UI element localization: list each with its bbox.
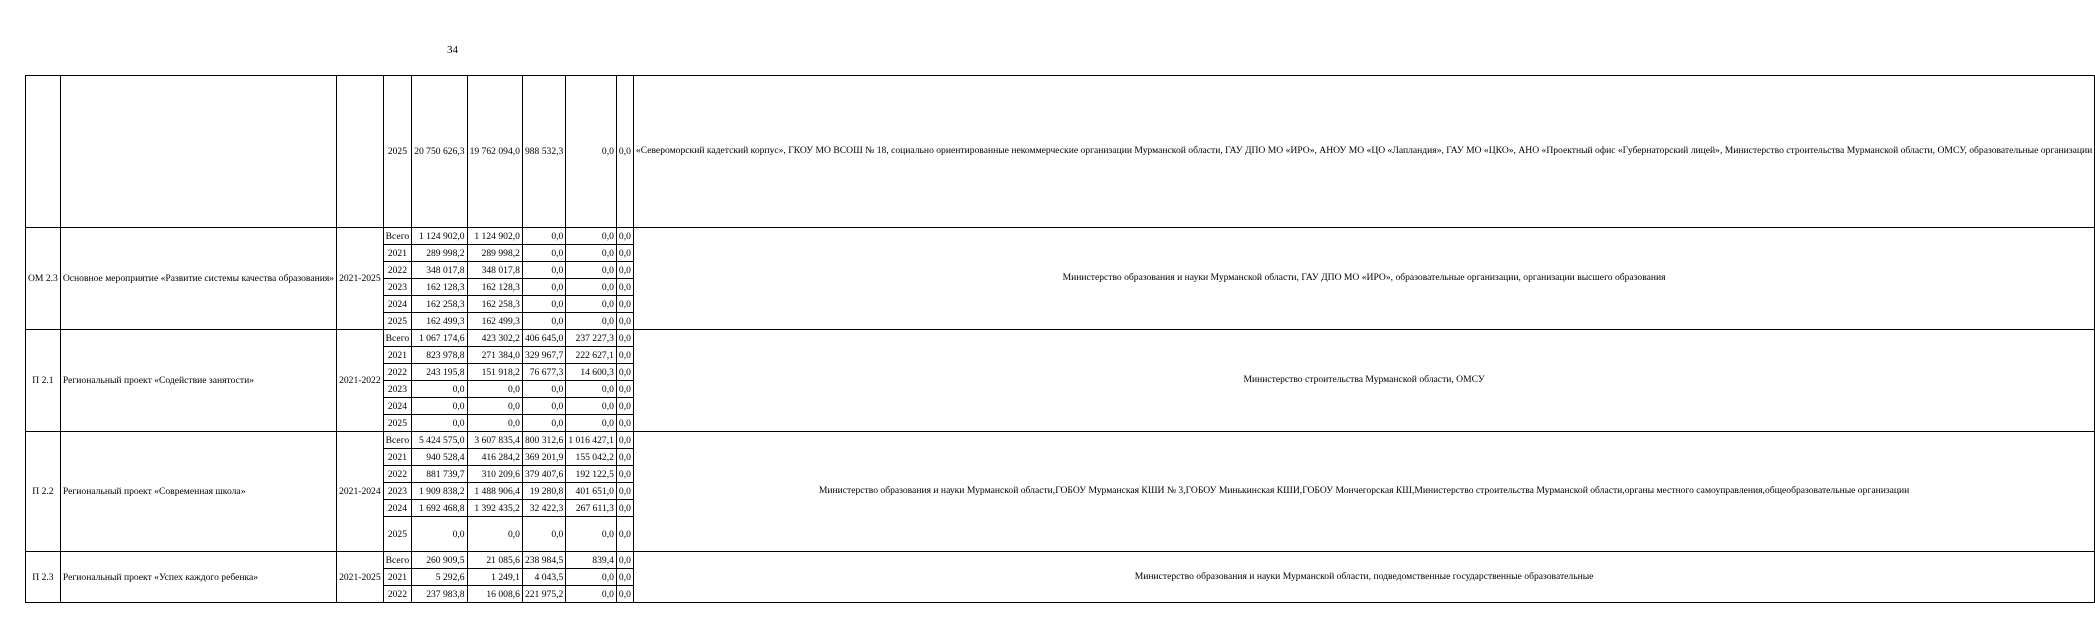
federal-budget-cell: 329 967,7 xyxy=(522,347,565,364)
measure-code: ОМ 2.3 xyxy=(26,228,61,330)
table-row xyxy=(26,76,2095,228)
year-cell: Всего xyxy=(383,552,412,569)
other-sources-cell: 0,0 xyxy=(616,228,633,245)
executor-cell: Министерство строительства Мурманской области, ОМСУ xyxy=(633,330,2094,432)
year-cell: 2022 xyxy=(383,466,412,483)
year-cell: 2025 xyxy=(383,313,412,330)
federal-budget-cell: 4 043,5 xyxy=(522,569,565,586)
total-cell: 162 499,3 xyxy=(412,313,467,330)
executor-cell: Министерство образования и науки Мурманской области, подведомственные государственные образовательные xyxy=(633,552,2094,603)
other-sources-cell: 0,0 xyxy=(616,313,633,330)
federal-budget-cell: 0,0 xyxy=(522,415,565,432)
local-budget-cell: 0,0 xyxy=(566,76,617,228)
table-body xyxy=(26,76,2095,603)
total-cell: 0,0 xyxy=(412,381,467,398)
regional-budget-cell: 348 017,8 xyxy=(467,262,522,279)
total-cell: 0,0 xyxy=(412,517,467,552)
other-sources-cell: 0,0 xyxy=(616,432,633,449)
total-cell: 5 292,6 xyxy=(412,569,467,586)
federal-budget-cell: 406 645,0 xyxy=(522,330,565,347)
regional-budget-cell: 423 302,2 xyxy=(467,330,522,347)
executor-cell: Министерство образования и науки Мурманской области,ГОБОУ Мурманская КШИ № 3,ГОБОУ Минькинская КШИ,ГОБОУ Мончегорская КШ,Министерство строительства Мурманской области,органы местного самоуправления,общеобразовательные организации xyxy=(633,432,2094,552)
regional-budget-cell: 151 918,2 xyxy=(467,364,522,381)
federal-budget-cell: 221 975,2 xyxy=(522,586,565,603)
year-cell: 2023 xyxy=(383,279,412,296)
local-budget-cell: 0,0 xyxy=(566,569,617,586)
local-budget-cell: 222 627,1 xyxy=(566,347,617,364)
federal-budget-cell: 800 312,6 xyxy=(522,432,565,449)
other-sources-cell: 0,0 xyxy=(616,500,633,517)
local-budget-cell: 237 227,3 xyxy=(566,330,617,347)
year-cell: Всего xyxy=(383,432,412,449)
local-budget-cell: 1 016 427,1 xyxy=(566,432,617,449)
year-cell: 2021 xyxy=(383,347,412,364)
federal-budget-cell: 0,0 xyxy=(522,228,565,245)
federal-budget-cell: 32 422,3 xyxy=(522,500,565,517)
year-cell: Всего xyxy=(383,228,412,245)
other-sources-cell: 0,0 xyxy=(616,466,633,483)
measure-period: 2021-2025 xyxy=(337,552,384,603)
federal-budget-cell: 0,0 xyxy=(522,296,565,313)
regional-budget-cell: 1 392 435,2 xyxy=(467,500,522,517)
local-budget-cell: 0,0 xyxy=(566,279,617,296)
other-sources-cell: 0,0 xyxy=(616,262,633,279)
regional-budget-cell: 16 008,6 xyxy=(467,586,522,603)
local-budget-cell: 0,0 xyxy=(566,381,617,398)
federal-budget-cell: 379 407,6 xyxy=(522,466,565,483)
total-cell: 1 692 468,8 xyxy=(412,500,467,517)
local-budget-cell: 14 600,3 xyxy=(566,364,617,381)
regional-budget-cell: 1 488 906,4 xyxy=(467,483,522,500)
other-sources-cell: 0,0 xyxy=(616,483,633,500)
year-cell: 2021 xyxy=(383,449,412,466)
year-cell: 2022 xyxy=(383,586,412,603)
regional-budget-cell: 3 607 835,4 xyxy=(467,432,522,449)
table-row xyxy=(26,552,2095,569)
measure-period: 2021-2025 xyxy=(337,228,384,330)
regional-budget-cell: 162 128,3 xyxy=(467,279,522,296)
local-budget-cell: 0,0 xyxy=(566,415,617,432)
total-cell: 289 998,2 xyxy=(412,245,467,262)
measure-period: 2021-2022 xyxy=(337,330,384,432)
other-sources-cell: 0,0 xyxy=(616,347,633,364)
year-cell: 2021 xyxy=(383,245,412,262)
federal-budget-cell: 369 201,9 xyxy=(522,449,565,466)
regional-budget-cell: 310 209,6 xyxy=(467,466,522,483)
regional-budget-cell: 0,0 xyxy=(467,398,522,415)
total-cell: 348 017,8 xyxy=(412,262,467,279)
total-cell: 237 983,8 xyxy=(412,586,467,603)
total-cell: 0,0 xyxy=(412,415,467,432)
year-cell: 2025 xyxy=(383,415,412,432)
federal-budget-cell: 0,0 xyxy=(522,245,565,262)
other-sources-cell: 0,0 xyxy=(616,398,633,415)
total-cell: 881 739,7 xyxy=(412,466,467,483)
name-cell xyxy=(60,76,336,228)
measure-name: Региональный проект «Современная школа» xyxy=(60,432,336,552)
measure-name: Региональный проект «Содействие занятости» xyxy=(60,330,336,432)
regional-budget-cell: 416 284,2 xyxy=(467,449,522,466)
local-budget-cell: 0,0 xyxy=(566,296,617,313)
federal-budget-cell: 19 280,8 xyxy=(522,483,565,500)
year-cell: 2022 xyxy=(383,262,412,279)
year-cell: 2024 xyxy=(383,398,412,415)
total-cell: 5 424 575,0 xyxy=(412,432,467,449)
other-sources-cell: 0,0 xyxy=(616,449,633,466)
year-cell: 2023 xyxy=(383,483,412,500)
local-budget-cell: 155 042,2 xyxy=(566,449,617,466)
measure-period: 2021-2024 xyxy=(337,432,384,552)
other-sources-cell: 0,0 xyxy=(616,245,633,262)
year-cell: 2024 xyxy=(383,296,412,313)
total-cell: 823 978,8 xyxy=(412,347,467,364)
federal-budget-cell: 0,0 xyxy=(522,262,565,279)
measure-code: П 2.1 xyxy=(26,330,61,432)
regional-budget-cell: 162 499,3 xyxy=(467,313,522,330)
table-row xyxy=(26,228,2095,245)
regional-budget-cell: 0,0 xyxy=(467,381,522,398)
total-cell: 260 909,5 xyxy=(412,552,467,569)
local-budget-cell: 839,4 xyxy=(566,552,617,569)
budget-table xyxy=(25,75,2095,603)
local-budget-cell: 192 122,5 xyxy=(566,466,617,483)
other-sources-cell: 0,0 xyxy=(616,364,633,381)
year-cell: 2022 xyxy=(383,364,412,381)
other-sources-cell: 0,0 xyxy=(616,330,633,347)
federal-budget-cell: 988 532,3 xyxy=(522,76,565,228)
total-cell: 1 909 838,2 xyxy=(412,483,467,500)
other-sources-cell: 0,0 xyxy=(616,415,633,432)
year-cell: 2023 xyxy=(383,381,412,398)
regional-budget-cell: 289 998,2 xyxy=(467,245,522,262)
local-budget-cell: 0,0 xyxy=(566,262,617,279)
local-budget-cell: 0,0 xyxy=(566,398,617,415)
federal-budget-cell: 76 677,3 xyxy=(522,364,565,381)
total-cell: 243 195,8 xyxy=(412,364,467,381)
regional-budget-cell: 1 124 902,0 xyxy=(467,228,522,245)
federal-budget-cell: 0,0 xyxy=(522,313,565,330)
year-cell: 2025 xyxy=(383,76,412,228)
regional-budget-cell: 0,0 xyxy=(467,415,522,432)
total-cell: 162 258,3 xyxy=(412,296,467,313)
local-budget-cell: 0,0 xyxy=(566,245,617,262)
year-cell: 2024 xyxy=(383,500,412,517)
local-budget-cell: 0,0 xyxy=(566,313,617,330)
measure-name: Основное мероприятие «Развитие системы качества образования» xyxy=(60,228,336,330)
table-row xyxy=(26,432,2095,449)
total-cell: 162 128,3 xyxy=(412,279,467,296)
executor-cell: Министерство образования и науки Мурманской области, ГАУ ДПО МО «ИРО», образовательные организации, организации высшего образования xyxy=(633,228,2094,330)
federal-budget-cell: 0,0 xyxy=(522,517,565,552)
federal-budget-cell: 0,0 xyxy=(522,279,565,296)
federal-budget-cell: 0,0 xyxy=(522,398,565,415)
local-budget-cell: 0,0 xyxy=(566,228,617,245)
local-budget-cell: 0,0 xyxy=(566,517,617,552)
year-cell: Всего xyxy=(383,330,412,347)
regional-budget-cell: 21 085,6 xyxy=(467,552,522,569)
regional-budget-cell: 271 384,0 xyxy=(467,347,522,364)
other-sources-cell: 0,0 xyxy=(616,76,633,228)
other-sources-cell: 0,0 xyxy=(616,586,633,603)
regional-budget-cell: 0,0 xyxy=(467,517,522,552)
other-sources-cell: 0,0 xyxy=(616,552,633,569)
measure-code: П 2.3 xyxy=(26,552,61,603)
total-cell: 0,0 xyxy=(412,398,467,415)
other-sources-cell: 0,0 xyxy=(616,517,633,552)
table-row xyxy=(26,330,2095,347)
other-sources-cell: 0,0 xyxy=(616,296,633,313)
period-cell xyxy=(337,76,384,228)
measure-name: Региональный проект «Успех каждого ребенка» xyxy=(60,552,336,603)
total-cell: 1 067 174,6 xyxy=(412,330,467,347)
local-budget-cell: 0,0 xyxy=(566,586,617,603)
local-budget-cell: 401 651,0 xyxy=(566,483,617,500)
federal-budget-cell: 0,0 xyxy=(522,381,565,398)
total-cell: 20 750 626,3 xyxy=(412,76,467,228)
total-cell: 940 528,4 xyxy=(412,449,467,466)
regional-budget-cell: 1 249,1 xyxy=(467,569,522,586)
year-cell: 2025 xyxy=(383,517,412,552)
local-budget-cell: 267 611,3 xyxy=(566,500,617,517)
total-cell: 1 124 902,0 xyxy=(412,228,467,245)
other-sources-cell: 0,0 xyxy=(616,569,633,586)
year-cell: 2021 xyxy=(383,569,412,586)
regional-budget-cell: 162 258,3 xyxy=(467,296,522,313)
regional-budget-cell: 19 762 094,0 xyxy=(467,76,522,228)
measure-code: П 2.2 xyxy=(26,432,61,552)
other-sources-cell: 0,0 xyxy=(616,381,633,398)
executor-cell: «Североморский кадетский корпус», ГКОУ МО ВСОШ № 18, социально ориентированные некоммерческие организации Мурманской области, ГАУ ДПО МО «ИРО», АНОУ МО «ЦО «Лапландия», ГАУ МО «ЦКО», АНО «Проектный офис «Губернаторский лицей», Министерство строительства Мурманской области, ОМСУ, образовательные организации xyxy=(633,76,2094,228)
other-sources-cell: 0,0 xyxy=(616,279,633,296)
code-cell xyxy=(26,76,61,228)
page-number: 34 xyxy=(447,44,458,56)
federal-budget-cell: 238 984,5 xyxy=(522,552,565,569)
